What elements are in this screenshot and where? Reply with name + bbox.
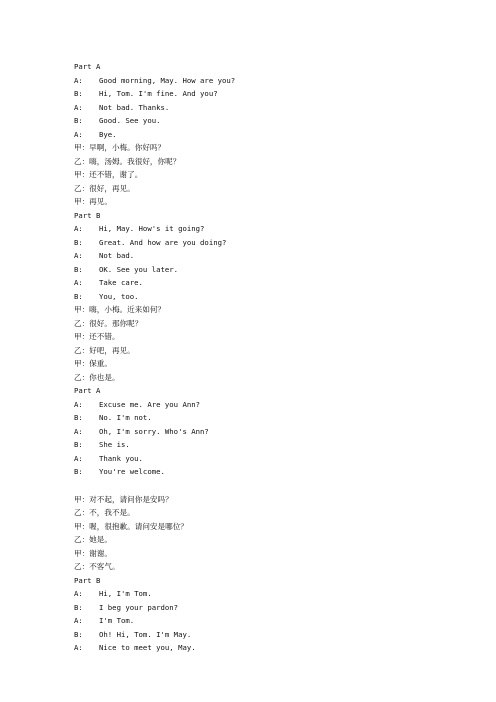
dialogue-line xyxy=(74,601,474,615)
line-text: Part B xyxy=(74,575,101,585)
dialogue-line xyxy=(74,357,474,371)
line-text: Oh! Hi, Tom. I'm May. xyxy=(99,629,192,639)
speaker-label: A: xyxy=(74,453,83,463)
dialogue-line xyxy=(74,344,474,358)
line-text: Thank you. xyxy=(99,453,143,463)
dialogue-line xyxy=(74,411,474,425)
speaker-label: B: xyxy=(74,264,83,274)
dialogue-line xyxy=(74,560,474,574)
line-text: 乙：很好。那你呢？ xyxy=(74,318,143,328)
speaker-label: B: xyxy=(74,629,83,639)
dialogue-line xyxy=(74,438,474,452)
dialogue-line xyxy=(74,128,474,142)
line-text: 乙：嗨，汤姆。我很好，你呢？ xyxy=(74,156,181,166)
dialogue-line xyxy=(74,317,474,331)
dialogue-line xyxy=(74,506,474,520)
speaker-label: B: xyxy=(74,467,83,477)
line-text: She is. xyxy=(99,440,130,450)
line-text: I'm Tom. xyxy=(99,616,135,626)
dialogue-line xyxy=(74,114,474,128)
line-text: 甲：对不起，请问你是安吗？ xyxy=(74,494,173,504)
speaker-label: B: xyxy=(74,237,83,247)
line-text: 甲：谢谢。 xyxy=(74,548,112,558)
speaker-label: A: xyxy=(74,129,83,139)
dialogue-line xyxy=(74,520,474,534)
dialogue-line xyxy=(74,249,474,263)
line-text: Bye. xyxy=(99,129,117,139)
line-text: Hi, May. How's it going? xyxy=(99,224,205,234)
line-text: Part B xyxy=(74,210,101,220)
line-text: 乙：不客气。 xyxy=(74,562,120,572)
dialogue-line xyxy=(74,493,474,507)
line-text: 乙：她是。 xyxy=(74,535,112,545)
speaker-label: B: xyxy=(74,413,83,423)
speaker-label: B: xyxy=(74,602,83,612)
line-text: Hi, Tom. I'm fine. And you? xyxy=(99,89,218,99)
dialogue-text xyxy=(74,60,474,655)
dialogue-line xyxy=(74,87,474,101)
dialogue-line xyxy=(74,74,474,88)
dialogue-line xyxy=(74,222,474,236)
speaker-label: A: xyxy=(74,102,83,112)
dialogue-line xyxy=(74,101,474,115)
line-text: Take care. xyxy=(99,278,143,288)
speaker-label: A: xyxy=(74,251,83,261)
line-text: OK. See you later. xyxy=(99,264,179,274)
dialogue-line xyxy=(74,276,474,290)
blank-line xyxy=(74,479,474,493)
line-text: Oh, I'm sorry. Who's Ann? xyxy=(99,426,209,436)
line-text: Not bad. xyxy=(99,251,135,261)
line-text: Good morning, May. How are you? xyxy=(99,75,236,85)
line-text: 甲：嗨，小梅。近来如何？ xyxy=(74,305,166,315)
dialogue-line xyxy=(74,141,474,155)
dialogue-line xyxy=(74,628,474,642)
line-text: You, too. xyxy=(99,291,139,301)
dialogue-line xyxy=(74,303,474,317)
line-text: Part A xyxy=(74,62,101,71)
line-text: Excuse me. Are you Ann? xyxy=(99,399,201,409)
dialogue-line xyxy=(74,182,474,196)
dialogue-line xyxy=(74,641,474,655)
line-text: You're welcome. xyxy=(99,467,165,477)
dialogue-line xyxy=(74,465,474,479)
dialogue-line xyxy=(74,371,474,385)
dialogue-line xyxy=(74,452,474,466)
line-text: 甲：再见。 xyxy=(74,197,112,207)
speaker-label: B: xyxy=(74,291,83,301)
line-text: 乙：很好，再见。 xyxy=(74,183,135,193)
dialogue-line xyxy=(74,195,474,209)
line-text: Good. See you. xyxy=(99,116,161,126)
line-text: Not bad. Thanks. xyxy=(99,102,170,112)
dialogue-line xyxy=(74,168,474,182)
dialogue-line xyxy=(74,587,474,601)
line-text: I beg your pardon? xyxy=(99,602,179,612)
speaker-label: A: xyxy=(74,75,83,85)
speaker-label: A: xyxy=(74,643,83,653)
line-text: 甲：还不错，谢了。 xyxy=(74,170,143,180)
line-text: Part A xyxy=(74,386,101,396)
line-text: 乙：不，我不是。 xyxy=(74,508,135,518)
line-text: Hi, I'm Tom. xyxy=(99,589,152,599)
line-text: Nice to meet you, May. xyxy=(99,643,196,653)
line-text: 甲：还不错。 xyxy=(74,332,120,342)
dialogue-line xyxy=(74,155,474,169)
section-heading xyxy=(74,209,474,223)
dialogue-line xyxy=(74,398,474,412)
line-text: 乙：你也是。 xyxy=(74,372,120,382)
section-heading xyxy=(74,60,474,74)
dialogue-line xyxy=(74,533,474,547)
line-text: 乙：好吧，再见。 xyxy=(74,345,135,355)
line-text: Great. And how are you doing? xyxy=(99,237,227,247)
speaker-label: B: xyxy=(74,89,83,99)
line-text: 甲：保重。 xyxy=(74,359,112,369)
speaker-label: A: xyxy=(74,426,83,436)
dialogue-line xyxy=(74,547,474,561)
dialogue-line xyxy=(74,425,474,439)
speaker-label: B: xyxy=(74,116,83,126)
line-text: 甲：喔，很抱歉。请问安是哪位？ xyxy=(74,521,188,531)
speaker-label: A: xyxy=(74,399,83,409)
line-text: No. I'm not. xyxy=(99,413,152,423)
speaker-label: A: xyxy=(74,589,83,599)
section-heading xyxy=(74,574,474,588)
dialogue-line xyxy=(74,330,474,344)
speaker-label: A: xyxy=(74,224,83,234)
line-text: 甲：早啊，小梅。你好吗？ xyxy=(74,143,166,153)
speaker-label: B: xyxy=(74,440,83,450)
dialogue-line xyxy=(74,614,474,628)
speaker-label: A: xyxy=(74,278,83,288)
dialogue-line xyxy=(74,290,474,304)
dialogue-line xyxy=(74,263,474,277)
section-heading xyxy=(74,384,474,398)
speaker-label: A: xyxy=(74,616,83,626)
dialogue-line xyxy=(74,236,474,250)
